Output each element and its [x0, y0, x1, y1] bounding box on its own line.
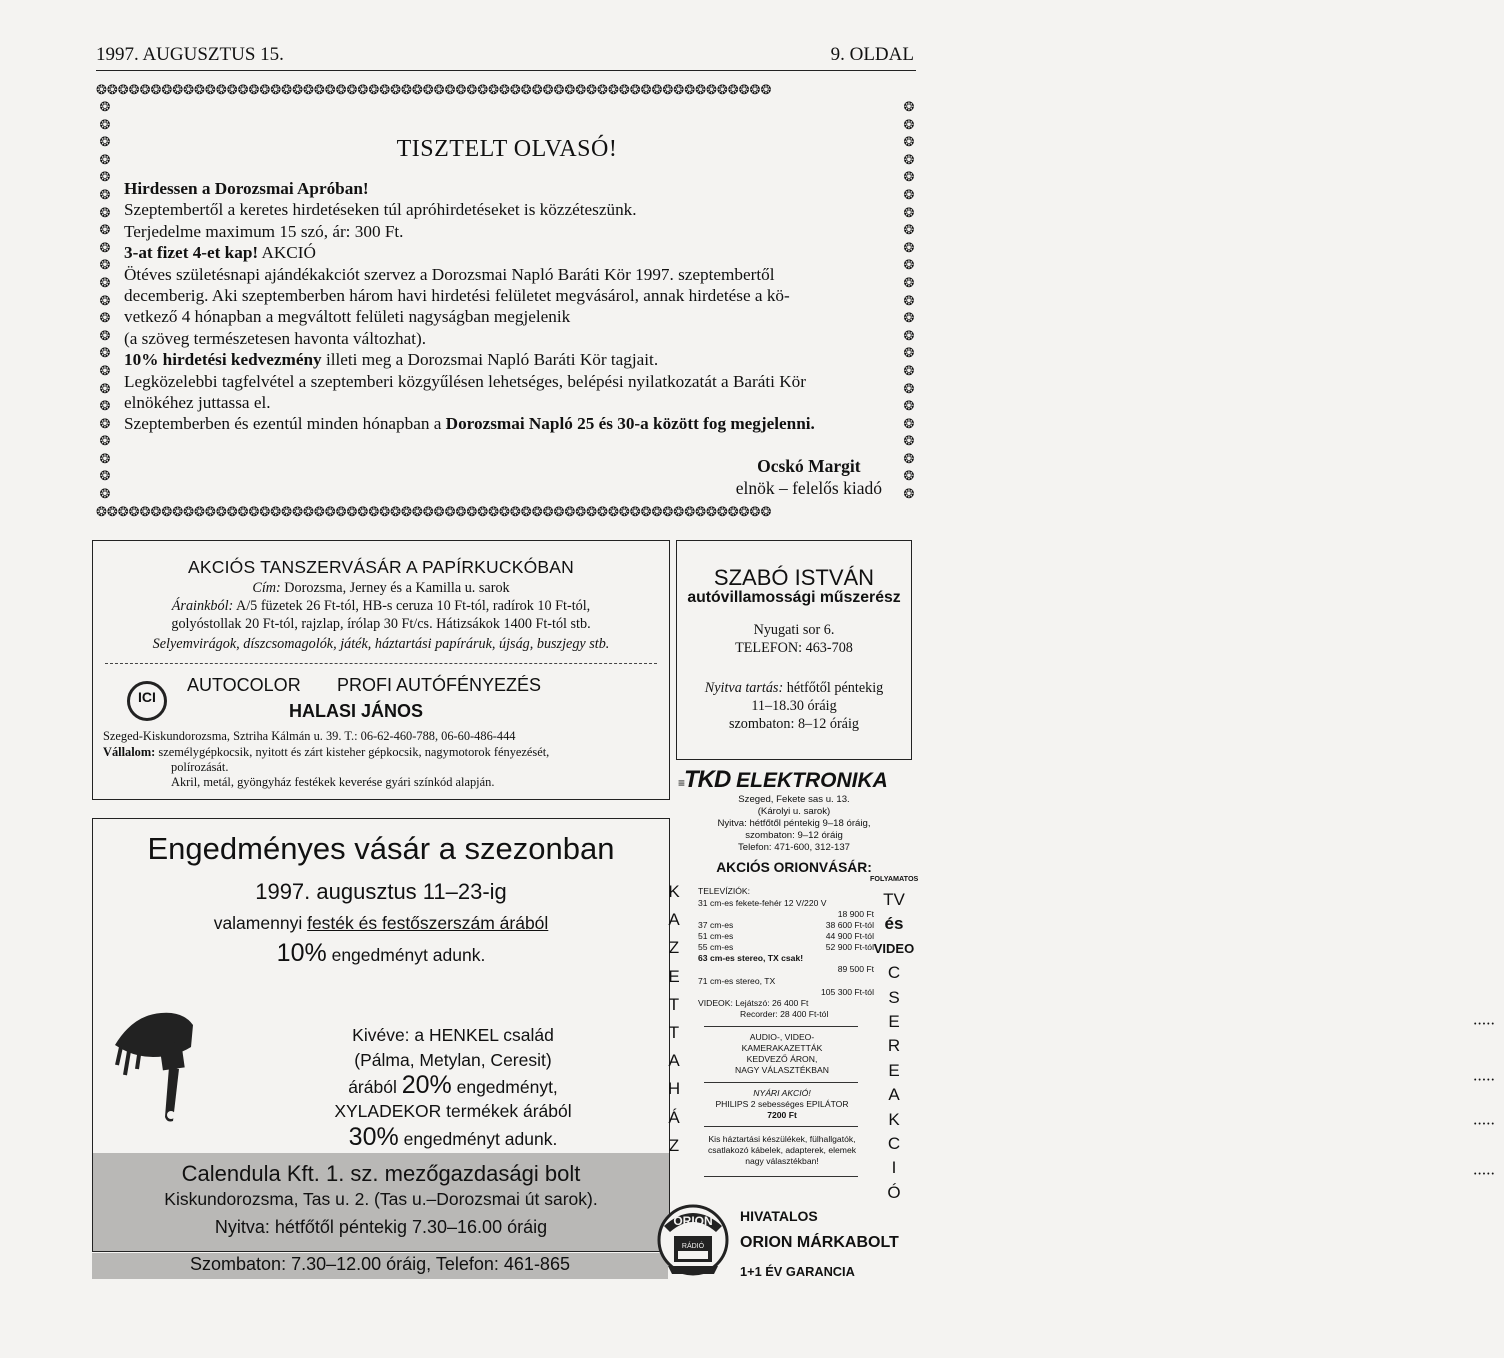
notice-line: elnökéhez juttassa el.: [124, 393, 271, 413]
letter: K: [668, 882, 680, 901]
tv-item: 55 cm-es: [698, 942, 734, 952]
owner-name: SZABÓ ISTVÁN: [713, 565, 875, 590]
exception-3: [273, 1073, 633, 1101]
tv-price: 44 900 Ft-tól: [825, 931, 874, 941]
sale-scope: [93, 913, 669, 934]
chain-border-left: ❂ ❂ ❂ ❂ ❂ ❂ ❂ ❂ ❂ ❂ ❂ ❂ ❂ ❂ ❂ ❂ ❂ ❂ ❂ ❂ ❂ ❂ ❂: [99, 99, 111, 502]
ad-calendula: [92, 818, 670, 1252]
logo-text: ICI: [138, 689, 156, 705]
summer-sale: NYÁRI AKCIÓ!: [753, 1088, 811, 1098]
brand: TKD: [684, 766, 731, 793]
letter: VIDEO: [873, 940, 915, 956]
value: hétfőtől péntekig: [783, 680, 884, 696]
ad-szabo-istvan: [676, 540, 912, 760]
stripes-icon: ≡: [678, 776, 685, 790]
letter: Z: [668, 938, 680, 958]
vertical-word-left: [664, 878, 684, 1160]
tv-item: 31 cm-es fekete-fehér 12 V/220 V: [698, 898, 827, 908]
av-line: NAGY VÁLASZTÉKBAN: [735, 1065, 829, 1075]
letter: E: [888, 1012, 900, 1032]
letter: C: [887, 963, 901, 983]
tkd-logo: [678, 766, 888, 794]
paintbrush-icon: [113, 1005, 203, 1125]
phone: TELEFON: 463-708: [735, 640, 853, 656]
value: Dorozsma, Jerney és a Kamilla u. sarok: [280, 580, 510, 596]
notice-line: [124, 242, 892, 263]
ad-prices-2: golyóstollak 20 Ft-tól, rajzlap, írólap 30 Ft/cs. Hátizsákok 1400 Ft-tól stb.: [171, 616, 591, 632]
dots: • • • • •: [1464, 1021, 1504, 1028]
tkd-hours: Nyitva: hétfőtől péntekig 9–18 óráig,: [717, 818, 871, 829]
tv-price: 18 900 Ft: [837, 909, 874, 919]
tkd-address: Szeged, Fekete sas u. 13.: [738, 794, 850, 805]
dotted-divider: [704, 1077, 1495, 1084]
chain-border-top: ❂❂❂❂❂❂❂❂❂❂❂❂❂❂❂❂❂❂❂❂❂❂❂❂❂❂❂❂❂❂❂❂❂❂❂❂❂❂❂❂❂❂❂❂❂❂❂❂❂❂❂❂❂❂❂❂❂❂❂❂❂❂: [96, 82, 772, 97]
shop-name: Calendula Kft. 1. sz. mezőgazdasági bolt: [181, 1161, 581, 1186]
logo-sub-text: RÁDIÓ: [681, 1243, 705, 1250]
text-underlined: festék és festőszerszám árából: [307, 913, 549, 933]
tv-item: 37 cm-es: [698, 920, 734, 930]
orion-radio-logo-icon: [656, 1200, 730, 1282]
av-line: KEDVEZŐ ÁRON,: [746, 1054, 818, 1064]
letter: A: [888, 1085, 900, 1105]
logo-orion-text: ORION: [673, 1214, 713, 1228]
dotted-divider: [704, 1021, 1495, 1028]
vertical-word-right: [872, 888, 916, 1205]
chain-border-right: ❂ ❂ ❂ ❂ ❂ ❂ ❂ ❂ ❂ ❂ ❂ ❂ ❂ ❂ ❂ ❂ ❂ ❂ ❂ ❂ ❂ ❂ ❂: [903, 99, 915, 502]
tv-price: 89 500 Ft: [837, 964, 874, 974]
letter: T: [668, 1023, 680, 1043]
label: Árainkból:: [171, 598, 234, 614]
shop-band: [93, 1153, 669, 1251]
offer-bold: 3-at fizet 4-et kap!: [124, 243, 259, 263]
ad-prices: [93, 597, 669, 615]
notice-line: Szeptembertől a keretes hirdetéseken túl apróhirdetéseket is közzéteszünk.: [124, 200, 637, 220]
ad-assortment: Selyemvirágok, díszcsomagolók, játék, háztartási papíráruk, újság, buszjegy stb.: [152, 636, 610, 652]
notice-title: TISZTELT OLVASÓ!: [396, 136, 618, 162]
tv-price: 105 300 Ft-tól: [820, 987, 874, 997]
hours-1: [677, 679, 911, 697]
signature: [736, 455, 882, 499]
issue-date: 1997. AUGUSZTUS 15.: [96, 44, 284, 65]
exception-1: Kivéve: a HENKEL család: [352, 1025, 554, 1045]
dashed-divider: [105, 663, 657, 664]
tv-item: 71 cm-es stereo, TX: [698, 976, 776, 986]
percent: 30%: [348, 1123, 399, 1151]
page-number: 9. OLDAL: [830, 44, 914, 65]
chain-border-bottom: ❂❂❂❂❂❂❂❂❂❂❂❂❂❂❂❂❂❂❂❂❂❂❂❂❂❂❂❂❂❂❂❂❂❂❂❂❂❂❂❂❂❂❂❂❂❂❂❂❂❂❂❂❂❂❂❂❂❂❂❂❂❂: [96, 504, 772, 519]
small-appliances: nagy választékban!: [745, 1156, 819, 1166]
notice-line: vetkező 4 hónapban a megváltott felületi nagyságban megjelenik: [124, 307, 571, 327]
letter: T: [668, 994, 680, 1014]
exception-2: (Pálma, Metylan, Ceresit): [354, 1050, 552, 1070]
notice-line: [124, 349, 892, 370]
av-line: KAMERAKAZETTÁK: [741, 1043, 823, 1053]
services-line: [103, 745, 549, 760]
letter: és: [884, 914, 904, 934]
paint-line: Akril, metál, gyöngyház festékek keverése gyári színkód alapján.: [171, 775, 495, 789]
label: Nyitva tartás:: [704, 680, 784, 696]
notice-line: Ötéves születésnapi ajándékakciót szervez a Dorozsmai Napló Baráti Kör 1997. szeptembertől: [124, 264, 775, 284]
services-line-2: polírozását.: [171, 760, 229, 774]
company-name: AUTOCOLOR: [187, 675, 301, 695]
letter: S: [888, 987, 900, 1007]
notice-line: Terjedelme maximum 15 szó, ár: 300 Ft.: [124, 221, 404, 241]
warranty: 1+1 ÉV GARANCIA: [740, 1264, 855, 1279]
tv-item: 63 cm-es stereo, TX csak!: [698, 953, 804, 963]
schedule-bold: Dorozsmai Napló 25 és 30-a között fog megjelenni.: [445, 414, 815, 434]
exception-5: [273, 1125, 633, 1153]
notice-line: Legközelebbi tagfelvétel a szeptemberi közgyűlésen lehetséges, belépési nyilatkozatát a Baráti Kör: [124, 371, 806, 391]
letter: C: [887, 1134, 901, 1154]
owner-name: HALASI JÁNOS: [289, 701, 424, 721]
letter: A: [668, 910, 680, 930]
ad-title: AKCIÓS TANSZERVÁSÁR A PAPÍRKUCKÓBAN: [188, 557, 574, 577]
address: Nyugati sor 6.: [753, 622, 835, 638]
ad-address: [93, 579, 669, 597]
sale-discount: [93, 939, 669, 968]
signer-name: Ocskó Margit: [757, 456, 861, 476]
sale-dates: 1997. augusztus 11–23-ig: [255, 879, 507, 904]
percent: 20%: [401, 1071, 452, 1099]
tkd-hours-2: szombaton: 9–12 óráig: [745, 830, 843, 841]
letter: R: [887, 1036, 901, 1056]
dotted-divider: [704, 1121, 1495, 1128]
letter: H: [667, 1079, 681, 1099]
value: A/5 füzetek 26 Ft-tól, HB-s ceruza 10 Ft-tól, radírok 10 Ft-tól,: [233, 598, 591, 614]
reader-notice-box: [96, 82, 918, 520]
discount-rest: illeti meg a Dorozsmai Napló Baráti Kör tagjait.: [321, 350, 659, 370]
tv-heading: TELEVÍZIÓK:: [698, 886, 751, 896]
letter: Á: [668, 1107, 680, 1127]
notice-line: decemberig. Aki szeptemberben három havi hirdetési felületet megvásárol, annak hirdetése a kö-: [124, 286, 790, 306]
value: személygépkocsik, nyitott és zárt kisteher gépkocsik, nagymotorok fényezését,: [155, 745, 550, 759]
sale-title: Engedményes vásár a szezonban: [147, 831, 615, 866]
dotted-divider: [704, 1171, 1495, 1178]
offer-rest: AKCIÓ: [258, 243, 316, 263]
ici-logo-icon: [127, 681, 167, 721]
dots: • • • • •: [1464, 1077, 1504, 1084]
summer-sale-item: PHILIPS 2 sebességes EPILÁTOR: [715, 1099, 849, 1109]
letter: E: [668, 966, 680, 986]
label: Vállalom:: [103, 745, 156, 759]
tkd-phone: Telefon: 471-600, 312-137: [737, 842, 850, 853]
tv-price: 52 900 Ft-tól: [825, 942, 874, 952]
letter: I: [891, 1158, 897, 1178]
hours-2: 11–18.30 óráig: [751, 698, 837, 714]
folyamatos-label: FOLYAMATOS: [870, 874, 919, 883]
letter: Ó: [887, 1182, 901, 1202]
letter: TV: [883, 890, 905, 909]
summer-sale-price: 7200 Ft: [767, 1110, 797, 1120]
brand-rest: ELEKTRONIKA: [730, 769, 888, 792]
sale-heading: AKCIÓS ORIONVÁSÁR:: [716, 860, 872, 875]
discount-bold: 10% hirdetési kedvezmény: [124, 350, 322, 370]
service-name: PROFI AUTÓFÉNYEZÉS: [337, 675, 542, 695]
small-appliances: csatlakozó kábelek, adapterek, elemek: [707, 1145, 857, 1155]
video-item: VIDEOK: Lejátszó: 26 400 Ft: [698, 998, 809, 1008]
percent: 10%: [276, 939, 327, 967]
dots: • • • • •: [1464, 1171, 1504, 1178]
letter: E: [888, 1060, 900, 1080]
notice-line: (a szöveg természetesen havonta változhat).: [124, 328, 427, 348]
shop-address: Kiskundorozsma, Tas u. 2. (Tas u.–Dorozsmai út sarok).: [164, 1189, 598, 1209]
exception-4: XYLADEKOR termékek árából: [334, 1101, 572, 1121]
small-appliances: Kis háztartási készülékek, fülhallgatók,: [708, 1134, 856, 1144]
letter: Z: [668, 1135, 680, 1155]
official-label: HIVATALOS: [740, 1208, 818, 1224]
av-line: AUDIO-, VIDEO-: [749, 1032, 815, 1042]
label: Cím:: [252, 580, 281, 596]
notice-body: [124, 178, 892, 435]
schedule-pre: Szeptemberben és ezentúl minden hónapban a: [124, 414, 446, 434]
header-rule: [96, 70, 916, 71]
notice-line: [124, 413, 892, 434]
contact-line: Szeged-Kiskundorozsma, Sztriha Kálmán u. 39. T.: 06-62-460-788, 06-60-486-444: [103, 729, 516, 743]
text: engedményt,: [451, 1077, 558, 1097]
tv-item: 51 cm-es: [698, 931, 734, 941]
ad-papirkucko-autocolor: [92, 540, 670, 800]
video-item: Recorder: 28 400 Ft-tól: [740, 1009, 829, 1019]
text: valamennyi: [213, 913, 308, 933]
opening-hours: Nyitva: hétfőtől péntekig 7.30–16.00 óráig: [214, 1217, 548, 1237]
letter: K: [888, 1109, 900, 1129]
signer-role: elnök – felelős kiadó: [735, 478, 882, 498]
notice-line: Hirdessen a Dorozsmai Apróban!: [124, 179, 369, 198]
dots: • • • • •: [1464, 1121, 1504, 1128]
saturday-hours: Szombaton: 7.30–12.00 óráig, Telefon: 461-865: [92, 1253, 668, 1279]
tv-price: 38 600 Ft-tól: [825, 920, 874, 930]
hours-3: szombaton: 8–12 óráig: [728, 716, 860, 732]
letter: A: [668, 1051, 680, 1071]
text: engedményt adunk.: [326, 945, 486, 965]
trade: autóvillamossági műszerész: [687, 589, 901, 606]
tkd-address-2: (Károlyi u. sarok): [757, 806, 831, 817]
text: árából: [348, 1077, 402, 1097]
orion-store: ORION MÁRKABOLT: [740, 1234, 899, 1251]
text: engedményt adunk.: [398, 1129, 558, 1149]
